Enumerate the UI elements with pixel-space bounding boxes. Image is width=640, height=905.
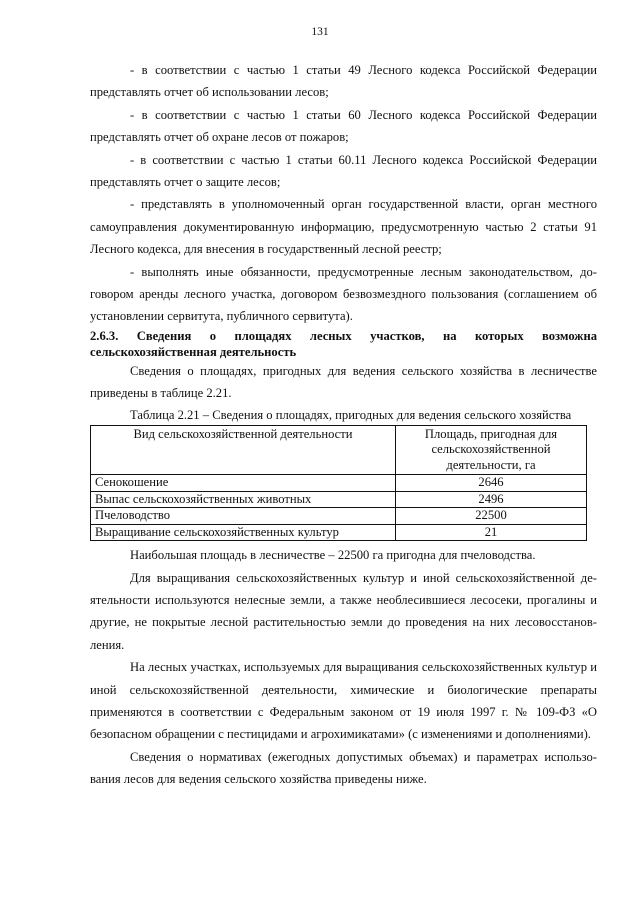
intro-paragraph: - в соответствии с частью 1 статьи 60 Лесного кодекса Российской Федерации представлять отчет об охране лесов от пожаров; [90, 107, 597, 145]
body-paragraph: Наибольшая площадь в лесничестве – 22500 га пригодна для пчеловодства. [130, 548, 536, 563]
table-cell-activity: Выпас сельскохозяйственных животных [91, 491, 396, 508]
table-header-area: Площадь, пригодная для сельскохозяйственной деятельности, га [396, 425, 587, 475]
table-cell-area: 22500 [396, 508, 587, 525]
table-cell-activity: Пчеловодство [91, 508, 396, 525]
document-body [90, 59, 597, 791]
table-row [91, 491, 587, 508]
table-cell-area: 2496 [396, 491, 587, 508]
table-caption: Таблица 2.21 – Сведения о площадях, пригодных для ведения сельского хозяйства [130, 407, 572, 422]
intro-paragraph: - представлять в уполномоченный орган государственной власти, орган местного самоуправления документированную информацию, предусмотренную частью 2 статьи 91 Лесного кодекса, для внесения в государственный лесной реестр; [90, 197, 597, 257]
table-cell-area: 2646 [396, 475, 587, 492]
body-paragraph: Для выращивания сельскохозяйственных культур и иной сельскохозяйственной деятельности используются нелесные земли, а также необлесившиеся лесосеки, прогалины и другие, не покрытые лесной растительностью земли до проведения на них лесовосстановления. [90, 570, 597, 652]
agri-area-table [90, 425, 587, 542]
intro-paragraph: - выполнять иные обязанности, предусмотренные лесным законодательством, договором аренды лесного участка, договором безвозмездного пользования (соглашением об установлении сервитута, публичного сервитута). [90, 264, 597, 324]
table-header-activity: Вид сельскохозяйственной деятельности [91, 425, 396, 475]
intro-paragraph: - в соответствии с частью 1 статьи 60.11 Лесного кодекса Российской Федерации представлять отчет о защите лесов; [90, 152, 597, 190]
intro-paragraph: - в соответствии с частью 1 статьи 49 Лесного кодекса Российской Федерации представлять отчет об использовании лесов; [90, 63, 597, 100]
body-paragraph: Сведения о нормативах (ежегодных допустимых объемах) и параметрах использования лесов для ведения сельского хозяйства приведены ниже. [90, 749, 597, 787]
table-row [91, 524, 587, 541]
table-row [91, 508, 587, 525]
section-lead: Сведения о площадях, пригодных для ведения сельского хозяйства в лесничестве приведены в таблице 2.21. [90, 363, 597, 401]
table-header-row [91, 425, 587, 475]
body-paragraph: На лесных участках, используемых для выращивания сельскохозяйственных культур и иной сельскохозяйственной деятельности, химические и биологические препараты применяются в соответствии с Федеральным законом от 19 июля 1997 г. № 109-ФЗ «О безопасном обращении с пестицидами и агрохимикатами» (с изменениями и дополнениями). [90, 660, 597, 742]
table-cell-activity: Сенокошение [91, 475, 396, 492]
section-heading: 2.6.3. Сведения о площадях лесных участков, на которых возможна сельскохозяйственная деятельность [90, 328, 597, 359]
table-cell-activity: Выращивание сельскохозяйственных культур [91, 524, 396, 541]
page-number: 131 [311, 26, 329, 38]
table-row [91, 475, 587, 492]
table-cell-area: 21 [396, 524, 587, 541]
